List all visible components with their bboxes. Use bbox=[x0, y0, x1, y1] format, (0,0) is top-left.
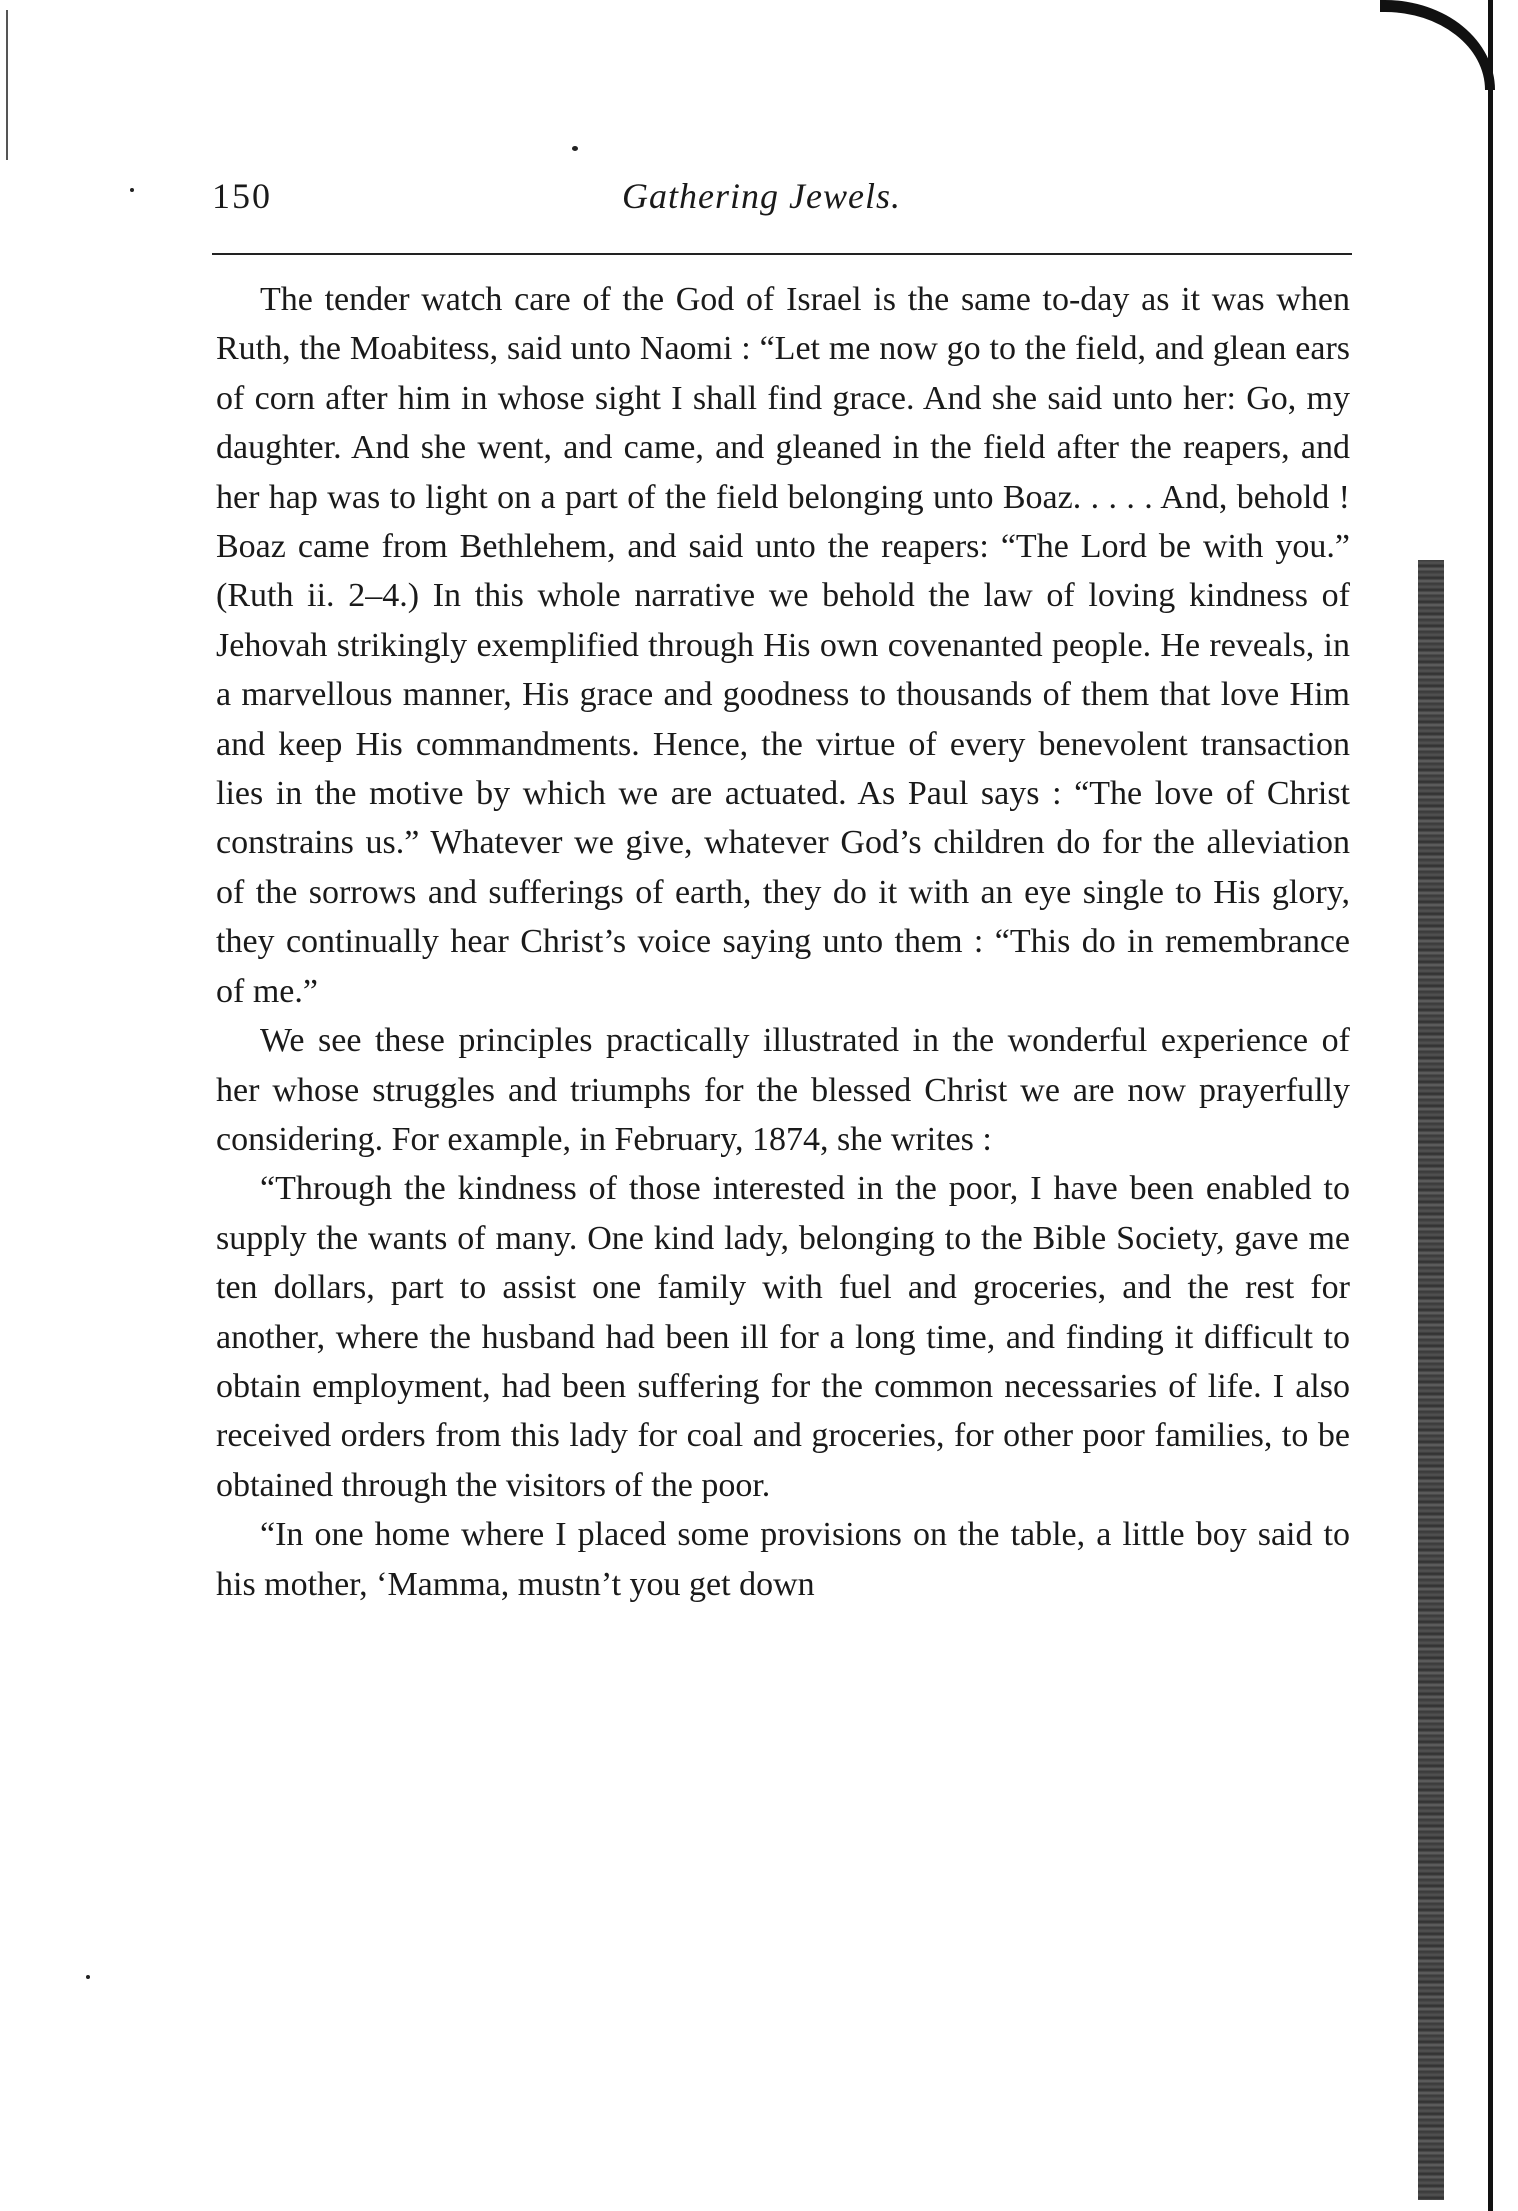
ink-speck bbox=[86, 1975, 90, 1979]
paragraph: “In one home where I placed some provisions on the table, a little boy said to his mother, ‘Mamma, mustn’t you get down bbox=[216, 1516, 1350, 1603]
paragraph: “Through the kindness of those interested in the poor, I have been enabled to supply the wants of many. One kind lady, belonging to the Bible Society, gave me ten dollars, part to assist one family with fuel and groceries, and the rest for another, where the husband had been ill for a long time, and finding it difficult to obtain employment, had been suffering for the common necessaries of life. I also received orders from this lady for coal and groceries, for other poor families, to be obtained through the visitors of the poor. bbox=[216, 1170, 1350, 1504]
left-margin-rule bbox=[6, 10, 8, 160]
body-text bbox=[216, 275, 1350, 1609]
paragraph: We see these principles practically illustrated in the wonderful experience of her whose struggles and triumphs for the blessed Christ we are now prayerfully considering. For example, in February, 1874, she writes : bbox=[216, 1022, 1350, 1158]
binding-shadow bbox=[1418, 560, 1444, 2200]
running-title: Gathering Jewels. bbox=[622, 176, 901, 216]
page-curl-shadow bbox=[1380, 0, 1495, 90]
page-number: 150 bbox=[212, 176, 272, 216]
ink-speck bbox=[572, 146, 578, 151]
running-head bbox=[212, 175, 1352, 235]
header-rule bbox=[212, 253, 1352, 255]
page-edge-line bbox=[1488, 0, 1493, 2211]
paragraph: The tender watch care of the God of Israel is the same to-day as it was when Ruth, the Moabitess, said unto Naomi : “Let me now go to the field, and glean ears of corn after him in whose sight I shall find grace. And she said unto her: Go, my daughter. And she went, and came, and gleaned in the field after the reapers, and her hap was to light on a part of the field belonging unto Boaz. . . . . And, behold ! Boaz came from Bethlehem, and said unto the reapers: “The Lord be with you.” (Ruth ii. 2–4.) In this whole narrative we behold the law of loving kindness of Jehovah strikingly exemplified through His own covenanted people. He reveals, in a marvellous manner, His grace and goodness to thousands of them that love Him and keep His commandments. Hence, the virtue of every benevolent transaction lies in the motive by which we are actuated. As Paul says : “The love of Christ constrains us.” Whatever we give, whatever God’s children do for the alleviation of the sorrows and sufferings of earth, they do it with an eye single to His glory, they continually hear Christ’s voice saying unto them : “This do in remembrance of me.” bbox=[216, 281, 1350, 1010]
ink-speck bbox=[130, 188, 134, 192]
